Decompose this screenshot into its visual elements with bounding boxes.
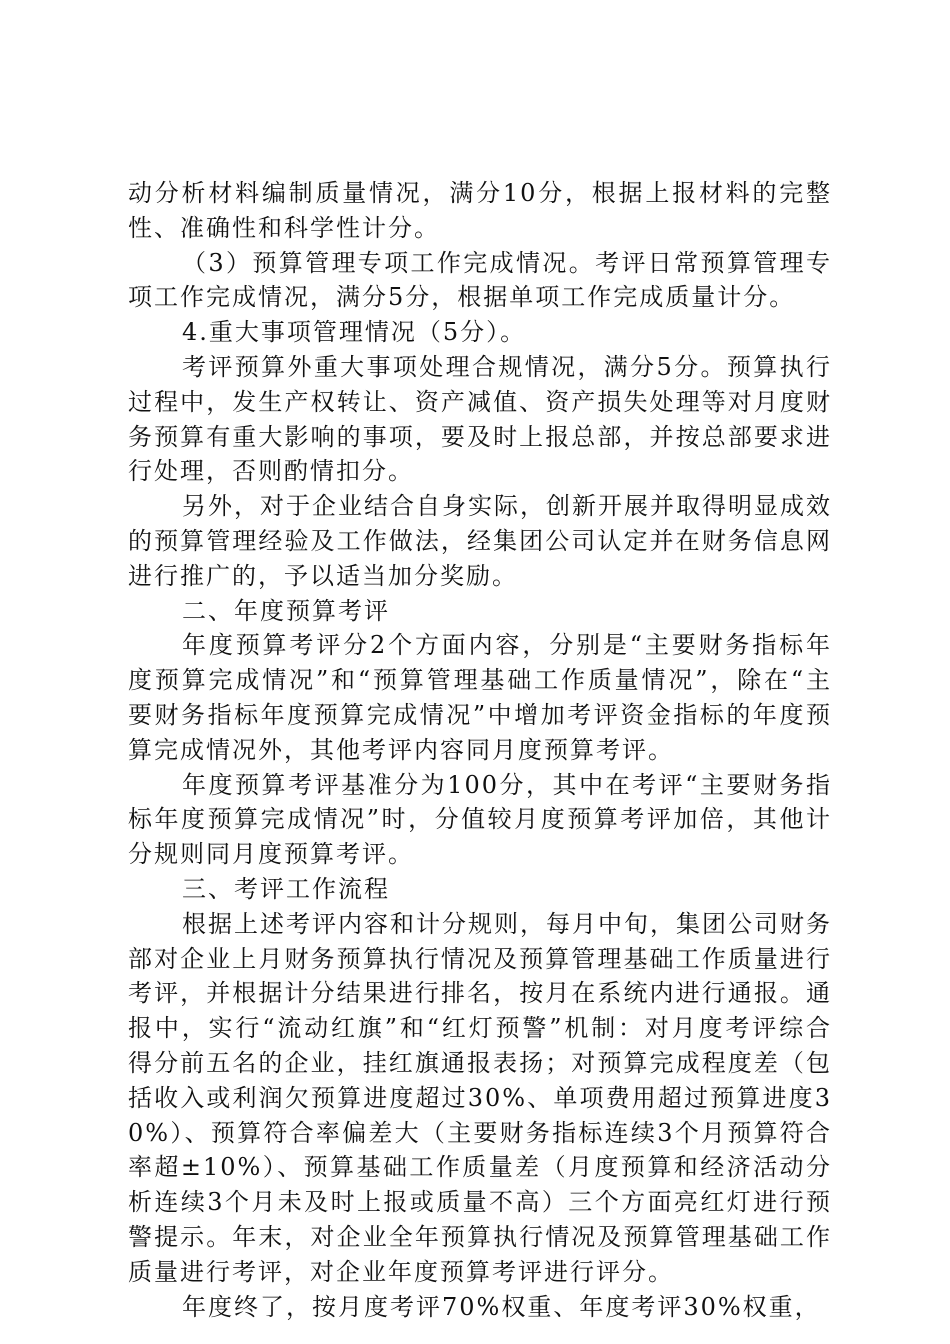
paragraph-year-end: 年度终了，按月度考评70%权重、年度考评30%权重， <box>182 1292 821 1321</box>
heading-evaluation-process: 三、考评工作流程 <box>182 874 390 903</box>
paragraph-special-work: （3）预算管理专项工作完成情况。考评日常预算管理专项工作完成情况，满分5分，根据单项工作完成质量计分。 <box>128 248 832 312</box>
paragraph-major-matters: 考评预算外重大事项处理合规情况，满分5分。预算执行过程中，发生产权转让、资产减值、资产损失处理等对月度财务预算有重大影响的事项，要及时上报总部，并按总部要求进行处理，否则酌情扣分。 <box>128 352 832 486</box>
heading-annual-evaluation: 二、年度预算考评 <box>182 596 390 625</box>
paragraph-analysis-materials: 动分析材料编制质量情况，满分10分，根据上报材料的完整性、准确性和科学性计分。 <box>128 179 832 242</box>
document-page <box>128 176 832 1324</box>
paragraph-bonus-points: 另外，对于企业结合自身实际，创新开展并取得明显成效的预算管理经验及工作做法，经集团公司认定并在财务信息网进行推广的，予以适当加分奖励。 <box>128 492 832 590</box>
paragraph-evaluation-process: 根据上述考评内容和计分规则，每月中旬，集团公司财务部对企业上月财务预算执行情况及预算管理基础工作质量进行考评，并根据计分结果进行排名，按月在系统内进行通报。通报中，实行“流动红旗”和“红灯预警”机制：对月度考评综合得分前五名的企业，挂红旗通报表扬；对预算完成程度差（包括收入或利润欠预算进度超过30%、单项费用超过预算进度30%）、预算符合率偏差大（主要财务指标连续3个月预算符合率超±10%）、预算基础工作质量差（月度预算和经济活动分析连续3个月未及时上报或质量不高）三个方面亮红灯进行预警提示。年末，对企业全年预算执行情况及预算管理基础工作质量进行考评，对企业年度预算考评进行评分。 <box>128 909 832 1286</box>
paragraph-annual-content: 年度预算考评分2个方面内容，分别是“主要财务指标年度预算完成情况”和“预算管理基础工作质量情况”，除在“主要财务指标年度预算完成情况”中增加考评资金指标的年度预算完成情况外，其他考评内容同月度预算考评。 <box>128 631 832 764</box>
heading-major-matters: 4.重大事项管理情况（5分）。 <box>182 318 527 347</box>
paragraph-annual-score: 年度预算考评基准分为100分，其中在考评“主要财务指标年度预算完成情况”时，分值较月度预算考评加倍，其他计分规则同月度预算考评。 <box>128 770 832 869</box>
